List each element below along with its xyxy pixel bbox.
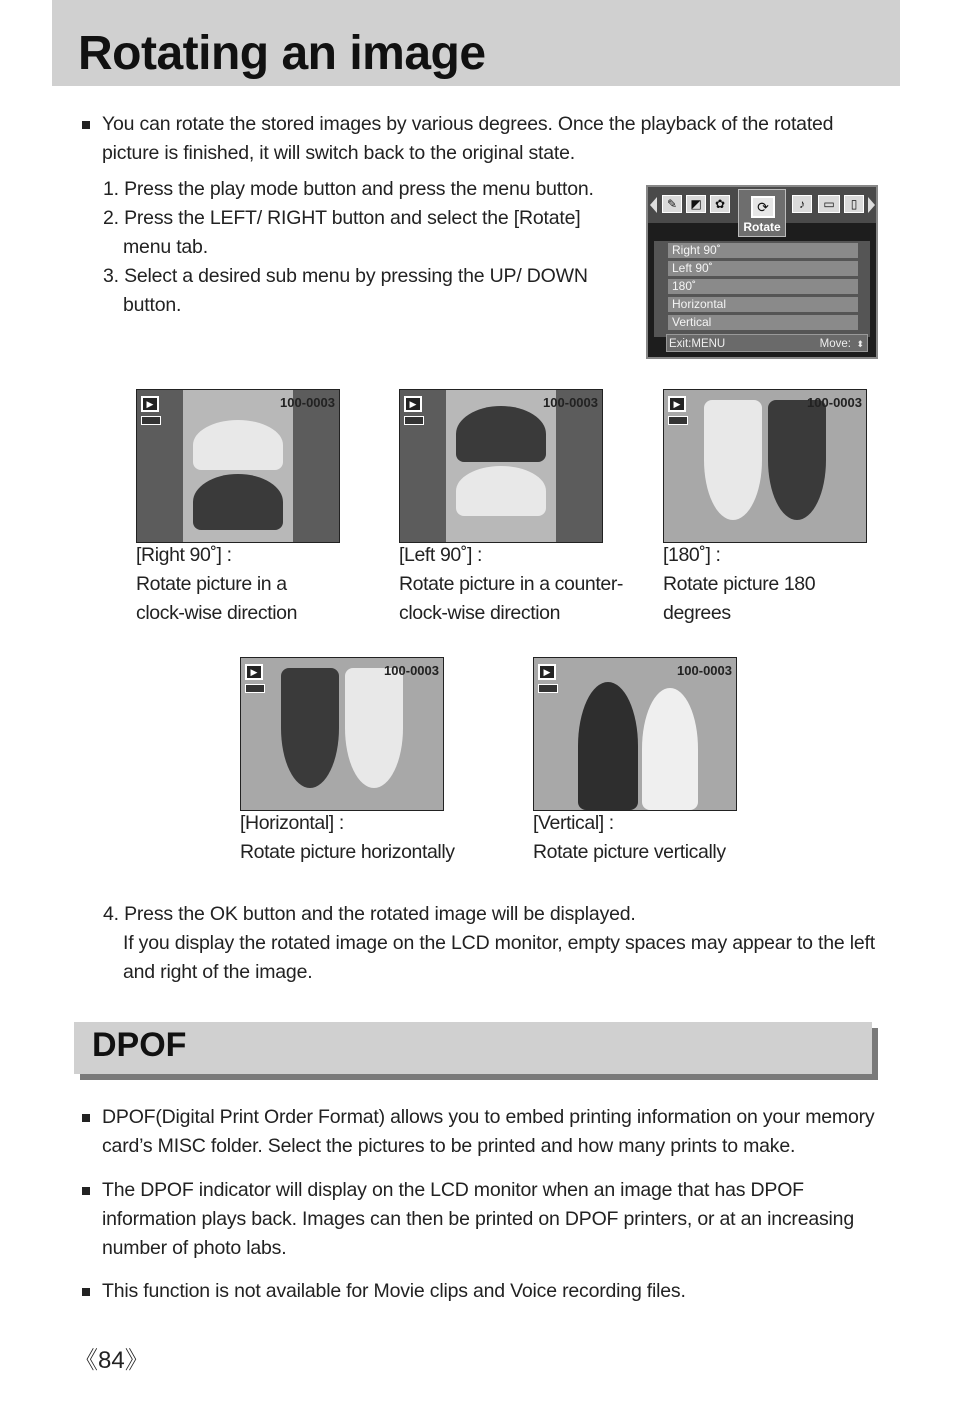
bullet-square-icon [82,1187,90,1195]
step-1: 1. Press the play mode button and press the menu button. [103,178,594,200]
menu-item-vertical: Vertical [668,315,858,330]
menu-footer [666,334,868,352]
page-title: Rotating an image [78,27,486,80]
effect-tab-icon: ✿ [710,195,730,213]
play-mode-icon: ▶ [404,396,422,412]
menu-item-horizontal: Horizontal [668,297,858,312]
sound-tab-icon: ♪ [792,195,812,213]
caption-line: Rotate picture horizontally [240,841,455,863]
exit-hint: Exit:MENU [669,338,726,350]
dpof-bullet-3-line: This function is not available for Movie clips and Voice recording files. [102,1280,686,1302]
step-2: 2. Press the LEFT/ RIGHT button and select the [Rotate] [103,207,581,229]
photo-figure [704,400,762,520]
photo-figure [193,420,283,470]
menu-item-left-90: Left 90˚ [668,261,858,276]
caption-vertical [533,809,726,867]
intro-bullet [82,110,862,168]
intro-text: You can rotate the stored images by various degrees. Once the playback of the rotated picture is finished, it will switch back to the original state. [102,113,834,164]
dpof-bullet-1-line: DPOF(Digital Print Order Format) allows you to embed printing information on your memory [102,1106,875,1128]
slideshow-tab-icon: ▭ [818,195,840,213]
file-number: 100-0003 [543,395,598,410]
step-4-note: If you display the rotated image on the LCD monitor, empty spaces may appear to the left [123,932,875,954]
section-title-dpof: DPOF [92,1026,187,1064]
photo-180 [663,389,867,543]
step-2-cont: menu tab. [123,236,208,258]
battery-icon [538,684,558,693]
page-number: 《84》 [74,1347,149,1374]
photo-left-90 [399,389,603,543]
menu-item-180: 180˚ [668,279,858,294]
rotate-tab-label: Rotate [743,220,781,234]
protect-tab-icon: ✎ [662,195,682,213]
caption-title: [Right 90˚] : [136,544,232,566]
caption-180 [663,541,815,628]
caption-title: [Vertical] : [533,812,614,834]
photo-scene [664,390,867,543]
step-4-note-cont: and right of the image. [123,961,313,983]
dpof-bullet-2-line: information plays back. Images can then be printed on DPOF printers, or at an increasing [102,1208,854,1230]
caption-line: degrees [663,602,731,624]
photo-figure [281,668,339,788]
play-mode-icon: ▶ [245,664,263,680]
photo-figure [642,688,698,810]
resize-tab-icon: ◩ [686,195,706,213]
photo-figure [768,400,826,520]
photo-right-90 [136,389,340,543]
caption-line: Rotate picture 180 [663,573,816,595]
photo-figure [456,406,546,462]
file-number: 100-0003 [384,663,439,678]
move-hint: Move: [819,338,851,350]
step-4: 4. Press the OK button and the rotated image will be displayed. [103,903,636,925]
photo-vertical [533,657,737,811]
dpof-bullet-2-line: number of photo labs. [102,1237,287,1259]
rotate-menu-screen [646,185,878,359]
caption-title: [Horizontal] : [240,812,344,834]
caption-right-90 [136,541,297,628]
step-3: 3. Select a desired sub menu by pressing the UP/ DOWN [103,265,588,287]
battery-icon [245,684,265,693]
frame-tab-icon: ▯ [844,195,864,213]
dpof-bullet-2-line: The DPOF indicator will display on the LCD monitor when an image that has DPOF [102,1179,804,1201]
rotate-icon: ⟳ [751,196,775,218]
caption-line: clock-wise direction [136,602,298,624]
bullet-square-icon [82,1288,90,1296]
rotate-options-list [654,241,870,337]
left-arrow-icon [650,197,657,213]
up-down-icon: ⬍ [856,339,864,349]
caption-title: [180˚] : [663,544,721,566]
caption-left-90 [399,541,623,628]
dpof-band [74,1022,872,1074]
photo-horizontal [240,657,444,811]
caption-line: clock-wise direction [399,602,561,624]
battery-icon [668,416,688,425]
play-mode-icon: ▶ [141,396,159,412]
rotate-tab [738,189,786,237]
photo-figure [345,668,403,788]
photo-figure [193,474,283,530]
caption-line: Rotate picture in a counter- [399,573,624,595]
file-number: 100-0003 [677,663,732,678]
file-number: 100-0003 [807,395,862,410]
bullet-square-icon [82,121,90,129]
photo-figure [578,682,638,810]
dpof-bullet-1-line: card’s MISC folder. Select the pictures to be printed and how many prints to make. [102,1135,796,1157]
battery-icon [141,416,161,425]
photo-figure [456,466,546,516]
bullet-square-icon [82,1114,90,1122]
dpof-bullet-2 [82,1176,854,1263]
caption-line: Rotate picture in a [136,573,287,595]
caption-title: [Left 90˚] : [399,544,482,566]
step-3-cont: button. [123,294,182,316]
menu-item-right-90: Right 90˚ [668,243,858,258]
play-mode-icon: ▶ [668,396,686,412]
play-mode-icon: ▶ [538,664,556,680]
menu-tab-bar [648,187,876,234]
battery-icon [404,416,424,425]
photo-scene [241,658,444,811]
caption-horizontal [240,809,455,867]
right-arrow-icon [868,197,875,213]
file-number: 100-0003 [280,395,335,410]
caption-line: Rotate picture vertically [533,841,726,863]
dpof-bullet-3 [82,1277,686,1306]
dpof-bullet-1 [82,1103,874,1161]
